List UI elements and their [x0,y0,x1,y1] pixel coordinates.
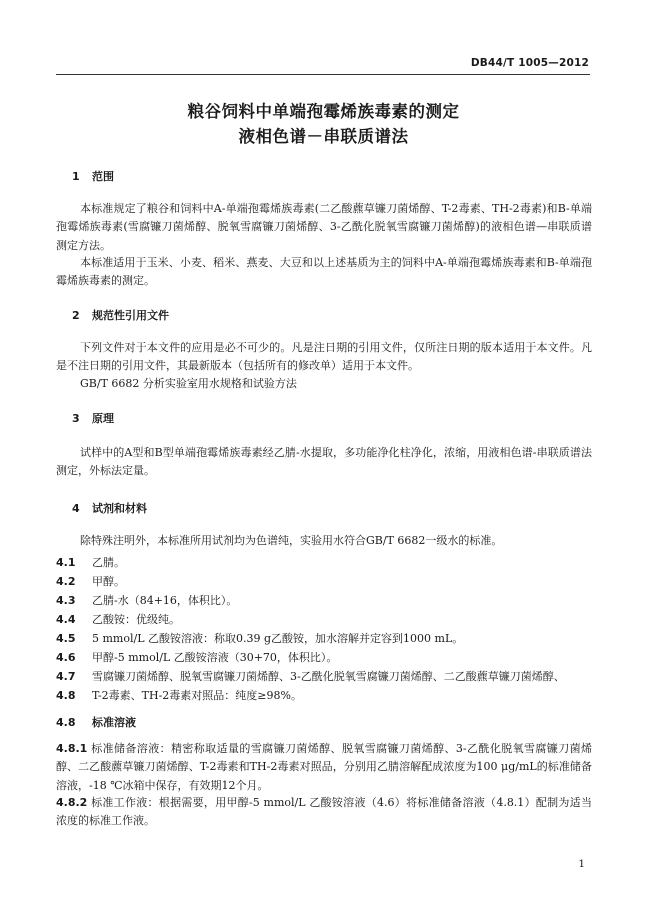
subsection-title: 标准溶液 [92,716,136,729]
list-item-4-8 [56,687,302,703]
header-rule [56,74,590,75]
item-text: 乙腈-水（84+16，体积比）。 [92,594,238,607]
document-title-line1: 粮谷饲料中单端孢霉烯族毒素的测定 [187,102,460,121]
item-text: 乙腈。 [92,556,125,569]
section-2-heading [72,307,169,323]
section-number: 2 [72,309,80,322]
clause-text: 标准工作液：根据需要，用甲醇-5 mmol/L 乙酸铵溶液（4.6）将标准储备溶液（4.8.1）配制为适当浓度的标准工作液。 [56,796,592,828]
item-text: 甲醇。 [92,575,125,588]
item-text: 雪腐镰刀菌烯醇、脱氧雪腐镰刀菌烯醇、3-乙酰化脱氧雪腐镰刀菌烯醇、二乙酸藨草镰刀菌烯醇、 [92,670,565,683]
section-title: 规范性引用文件 [92,309,169,322]
item-text: 乙酸铵：优级纯。 [92,613,180,626]
section-1-paragraph-1: 本标准规定了粮谷和饲料中A-单端孢霉烯族毒素(二乙酸藨草镰刀菌烯醇、T-2毒素、TH-2毒素)和B-单端孢霉烯族毒素(雪腐镰刀菌烯醇、脱氧雪腐镰刀菌烯醇、3-乙酰化脱氧雪腐镰刀菌烯醇)的液相色谱—串联质谱测定方法。 [56,202,592,252]
item-number: 4.7 [56,670,76,683]
standard-code: DB44/T 1005—2012 [470,57,589,69]
section-4-intro: 除特殊注明外，本标准所用试剂均为色谱纯，实验用水符合GB/T 6682一级水的标准。 [80,534,503,547]
section-number: 3 [72,412,80,425]
section-3-paragraph-1: 试样中的A型和B型单端孢霉烯族毒素经乙腈-水提取，多功能净化柱净化，浓缩，用液相色谱-串联质谱法测定，外标法定量。 [56,446,592,478]
page-number: 1 [578,858,585,870]
list-item-4-6 [56,649,337,665]
item-text: 甲醇-5 mmol/L 乙酸铵溶液（30+70，体积比）。 [92,651,338,664]
item-text: 5 mmol/L 乙酸铵溶液：称取0.39 g乙酸铵，加水溶解并定容到1000 mL。 [92,632,464,645]
clause-number: 4.8.1 [56,742,88,755]
section-4-heading [72,500,147,516]
section-2-paragraph-1: 下列文件对于本文件的应用是必不可少的。凡是注日期的引用文件，仅所注日期的版本适用于本文件。凡是不注日期的引用文件，其最新版本（包括所有的修改单）适用于本文件。 [56,341,592,373]
item-number: 4.2 [56,575,76,588]
section-title: 原理 [92,412,114,425]
section-number: 4 [72,502,80,515]
section-1-paragraph-2: 本标准适用于玉米、小麦、稻米、燕麦、大豆和以上述基质为主的饲料中A-单端孢霉烯族毒素和B-单端孢霉烯族毒素的测定。 [56,256,592,288]
item-number: 4.5 [56,632,76,645]
document-title-line2: 液相色谱－串联质谱法 [238,127,409,146]
subsection-number: 4.8 [56,716,76,729]
clause-4-8-1 [56,740,592,795]
list-item-4-3 [56,592,237,608]
section-number: 1 [72,170,80,183]
list-item-4-7 [56,668,565,684]
list-item-4-5 [56,630,463,646]
clause-4-8-2 [56,794,592,831]
section-3-heading [72,410,114,426]
section-1-heading [72,168,114,184]
item-number: 4.1 [56,556,76,569]
item-text: T-2毒素、TH-2毒素对照品：纯度≥98%。 [92,689,302,702]
section-2-reference: GB/T 6682 分析实验室用水规格和试验方法 [80,377,297,390]
item-number: 4.8 [56,689,76,702]
list-item-4-2 [56,573,125,589]
item-number: 4.4 [56,613,76,626]
section-title: 试剂和材料 [92,502,147,515]
list-item-4-4 [56,611,180,627]
subsection-4-8-heading [56,714,136,730]
section-title: 范围 [92,170,114,183]
item-number: 4.3 [56,594,76,607]
clause-number: 4.8.2 [56,796,88,809]
item-number: 4.6 [56,651,76,664]
clause-text: 标准储备溶液：精密称取适量的雪腐镰刀菌烯醇、脱氧雪腐镰刀菌烯醇、3-乙酰化脱氧雪腐镰刀菌烯醇、二乙酸藨草镰刀菌烯醇、T-2毒素和TH-2毒素对照品，分别用乙腈溶解配成浓度为100 μg/mL的标准储备溶液，-18 ℃冰箱中保存，有效期12个月。 [56,742,592,792]
list-item-4-1 [56,554,125,570]
